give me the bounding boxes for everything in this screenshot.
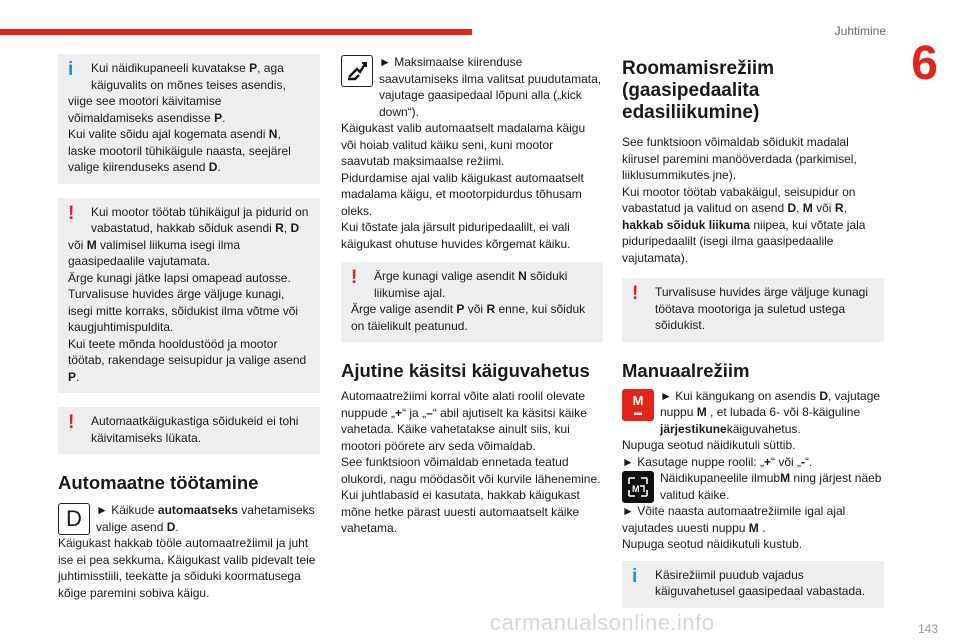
warning-icon: ! bbox=[632, 283, 639, 304]
manual-gear-indicator-icon bbox=[622, 471, 654, 503]
kickdown-pedal-icon bbox=[341, 55, 373, 87]
heading-automatic: Automaatne töötamine bbox=[58, 472, 259, 493]
manual-button-icon: M ▬ bbox=[622, 389, 654, 421]
heading-temporary-manual: Ajutine käsitsi käiguvahetus bbox=[341, 360, 590, 381]
automatic-instruction: D ► Käikude automaatseks vahetamiseks valige asend D. bbox=[58, 502, 320, 535]
info-icon: i bbox=[68, 59, 74, 80]
warning-icon: ! bbox=[68, 202, 75, 224]
warning-box: ! Kui mootor töötab tühikäigul ja pidurid on vabastatud, hakkab sõiduk asendi R, D või M valimisel liikuma isegi ilma gaasipedaalile vajutamata. Ärge kunagi jätke lapsi omapead autosse. Turvalisuse huvides ärge väljuge kunagi, isegi mitte korraks, sõidukist ilma võtme või kaugjuhtimispuldita. Kui teete mõnda hooldustööd ja mootor töötab, rakendage seisupidur ja valige asend P. bbox=[58, 198, 320, 394]
gear-d-icon: D bbox=[58, 503, 90, 535]
info-box: i Käsirežiimil puudub vajadus käiguvahetusel gaasipedaal vabastada. bbox=[622, 561, 884, 608]
header-accent-bar bbox=[0, 29, 472, 35]
info-text: Kui näidikupaneeli kuvatakse P, aga käiguvalits on mõnes teises asendis, bbox=[91, 61, 286, 92]
kickdown-instruction: ► Maksimaalse kiirenduse saavutamiseks ilma valitsat puudutamata, vajutage gaasipedaal lõpuni alla („kick down“). bbox=[341, 54, 603, 120]
watermark: carmanualsonline.info bbox=[490, 610, 715, 635]
warning-box: ! Turvalisuse huvides ärge väljuge kunagi töötava mootoriga ja suletud ustega sõidukist. bbox=[622, 278, 884, 342]
page-number: 143 bbox=[917, 622, 938, 636]
warning-icon: ! bbox=[351, 267, 358, 288]
info-icon: i bbox=[632, 565, 638, 587]
svg-text:M: M bbox=[632, 484, 640, 494]
info-box: i Kui näidikupaneeli kuvatakse P, aga käiguvalits on mõnes teises asendis, viige see mootori käivitamise võimaldamiseks asendisse P. Kui valite sõidu ajal kogemata asendi N, laske mootoril tühikäigule naasta, seejärel valige kiirenduseks asend D. bbox=[58, 54, 320, 184]
column-1 bbox=[58, 54, 320, 601]
heading-creep-mode: Roomamisrežiim (gaasipedaalita edasiliikumine) bbox=[622, 58, 775, 123]
heading-manual-mode: Manuaalrežiim bbox=[622, 359, 750, 381]
section-title: Juhtimine bbox=[834, 24, 886, 38]
warning-box: ! Ärge kunagi valige asendit N sõiduki liikumise ajal. Ärge valige asendit P või R enne, kui sõiduk on täielikult peatunud. bbox=[341, 262, 603, 342]
warning-icon: ! bbox=[68, 412, 75, 433]
paragraph: Käigukast hakkab tööle automaatrežiimil ja juht ise ei pea sekkuma. Käigukast valib pidevalt teie juhtimisstiili, teekatte ja sõiduki koormatusega kõige paremini sobiva käigu. bbox=[58, 536, 316, 600]
manual-display-instruction: M Näidikupaneelile ilmubM ning järjest näeb valitud käike. bbox=[622, 470, 884, 503]
manual-instruction: M ▬ ► Kui kängukang on asendis D, vajutage nuppu M , et lubada 6- või 8-käiguline järjestikunekäiguvahetus. bbox=[622, 388, 884, 438]
chapter-number: 6 bbox=[911, 37, 938, 90]
column-2: ► Maksimaalse kiirenduse saavutamiseks ilma valitsat puudutamata, vajutage gaasipedaal lõpuni alla („kick down“). Käigukast valib automaatselt madalama käigu või hoiab valitud käiku seni, kuni mootor saavutab maksimaalse režiimi. Pidurdamise ajal valib käigukast automaatselt madalama käigu, et mootorpidurdus tõhusam oleks. Kui tõstate jala järsult piduripedaalilt, ei vali käigukast ohutuse huvides kõrgemat käiku. ! Ärge kunagi valige asendit N sõiduki liikumise ajal. Ärge valige asendit P või R enne, kui sõiduk on täielikult peatunud. Ajutine käsitsi käiguvahetus Automaatrežiimi korral võite alati roolil olevate nuppude „+“ ja „–“ abil ajutiselt ka käsitsi käike vahetada. Käike vahetatakse ainult siis, kui mootori pöörete arv seda võimaldab. See funktsioon võimaldab ennetada teatud olukordi, nagu möödasõit või kurvile lähenemine. Kui juhtlabasid ei kasutata, hakkab käigukast mõne hetke pärast uuesti automaatselt käike vahetama. bbox=[341, 55, 602, 535]
column-3: Roomamisrežiim (gaasipedaalita edasiliikumine) See funktsioon võimaldab sõidukit madalal kiirusel paremini manööverdada (parkimisel, liiklusummikutes jne). Kui mootor töötab vabakäigul, seisupidur on vabastatud ja valitud on asend D, M või R, hakkab sõiduk liikuma niipea, kui võtate jala piduripedaalilt (isegi ilma gaasipedaalile vajutamata). ! Turvalisuse huvides ärge väljuge kunagi töötava mootoriga ja suletud ustega sõidukist. Manuaalrežiim M ▬ ► Kui kängukang on asendis D, vajutage nuppu M , et lubada 6- või 8-käiguline järjestikunekäiguvahetus. Nupuga seotud näidikutuli süttib. ► Kasutage nuppe roolil: „+“ või „-“. M Näidikupaneelile ilmubM ning järjest näeb valitud käike. ► Võite naasta automaatrežiimile igal ajal vajutades uuesti nuppu M . Nupuga seotud näidikutuli kustub. i Käsirežiimil puudub vajadus käiguvahetusel gaasipedaal vabastada. bbox=[622, 54, 884, 622]
warning-box: ! Automaatkäigukastiga sõidukeid ei tohi käivitamiseks lükata. bbox=[58, 407, 320, 454]
